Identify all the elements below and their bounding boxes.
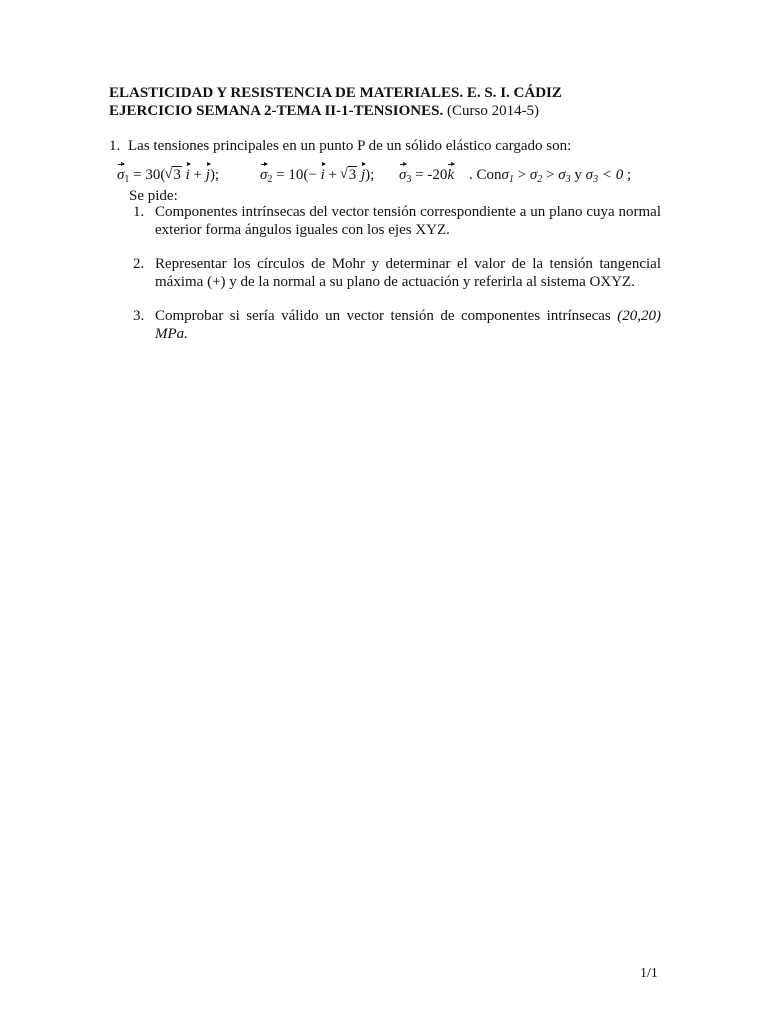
sigma2-expression: $\sigma_2 = 10(- i$ + √ 3 j); bbox=[260, 166, 374, 189]
list-item-text: Comprobar si sería válido un vector tensión de componentes intrínsecas (20,20) MPa. bbox=[155, 308, 661, 342]
list-item-text: Representar los círculos de Mohr y determinar el valor de la tensión tangencial máxima (+) y de la normal a su plano de actuación y referirla al sistema OXYZ. bbox=[155, 256, 661, 290]
header-course: (Curso 2014-5) bbox=[443, 103, 540, 119]
stress-components-value: (20,20) MPa. bbox=[155, 308, 661, 342]
list-item-number: 3. bbox=[133, 308, 145, 324]
list-item bbox=[133, 307, 661, 343]
list-item bbox=[133, 203, 661, 239]
sigma1-coefficient: = 30( bbox=[133, 167, 166, 183]
sigma1-j-vector: j bbox=[205, 167, 210, 183]
document-header bbox=[109, 84, 669, 120]
list-item-number: 2. bbox=[133, 256, 145, 272]
list-item bbox=[133, 255, 661, 291]
sub-questions-list bbox=[133, 203, 661, 343]
header-exercise-label: EJERCICIO SEMANA 2-TEMA II-1-TENSIONES. bbox=[109, 103, 444, 119]
principal-stresses-formula bbox=[117, 160, 662, 186]
sigma3-symbol: σ bbox=[399, 167, 407, 183]
page-number: 1/1 bbox=[640, 966, 658, 981]
list-item-number: 1. bbox=[133, 204, 145, 220]
sigma2-i-vector: i bbox=[320, 167, 325, 183]
se-pide-label: Se pide: bbox=[129, 188, 178, 204]
sigma2-subscript: 2 bbox=[267, 174, 273, 185]
sigma2-j-vector: j bbox=[360, 167, 366, 183]
sigma3-k-vector: k bbox=[447, 167, 455, 183]
header-title: ELASTICIDAD Y RESISTENCIA DE MATERIALES. E. S. I. CÁDIZ bbox=[109, 85, 562, 101]
question-intro bbox=[109, 137, 669, 155]
question-intro-text: Las tensiones principales en un punto P de un sólido elástico cargado son: bbox=[128, 138, 572, 154]
sigma3-expression bbox=[399, 166, 454, 189]
sigma3-coefficient: = -20 bbox=[415, 167, 448, 183]
list-item-text: Componentes intrínsecas del vector tensión correspondiente a un plano cuya normal exterior forma ángulos iguales con los ejes XYZ. bbox=[155, 204, 661, 238]
question-number: 1. bbox=[109, 138, 121, 154]
sigma1-symbol: σ bbox=[117, 167, 125, 183]
sigma1-subscript: 1 bbox=[124, 174, 130, 185]
sigma2-symbol: σ bbox=[260, 167, 268, 183]
sigma1-i-vector: i bbox=[185, 167, 190, 183]
sigma1-sqrt: √ 3 bbox=[165, 166, 182, 184]
header-subtitle bbox=[109, 102, 669, 120]
sigma1-expression: $\sigma_1 = 30(√$ 3 i + j); bbox=[117, 166, 219, 189]
condition-label: . Con bbox=[469, 167, 502, 183]
sigma3-subscript: 3 bbox=[406, 174, 412, 185]
sigma2-coefficient: = 10(− bbox=[276, 167, 317, 183]
stress-order-condition: . $Con\sigma_1 > \sigma_2 > \sigma_3$ y $\sigma_3 < 0$ ; bbox=[469, 167, 632, 185]
sigma2-sqrt: √ 3 bbox=[341, 166, 358, 184]
